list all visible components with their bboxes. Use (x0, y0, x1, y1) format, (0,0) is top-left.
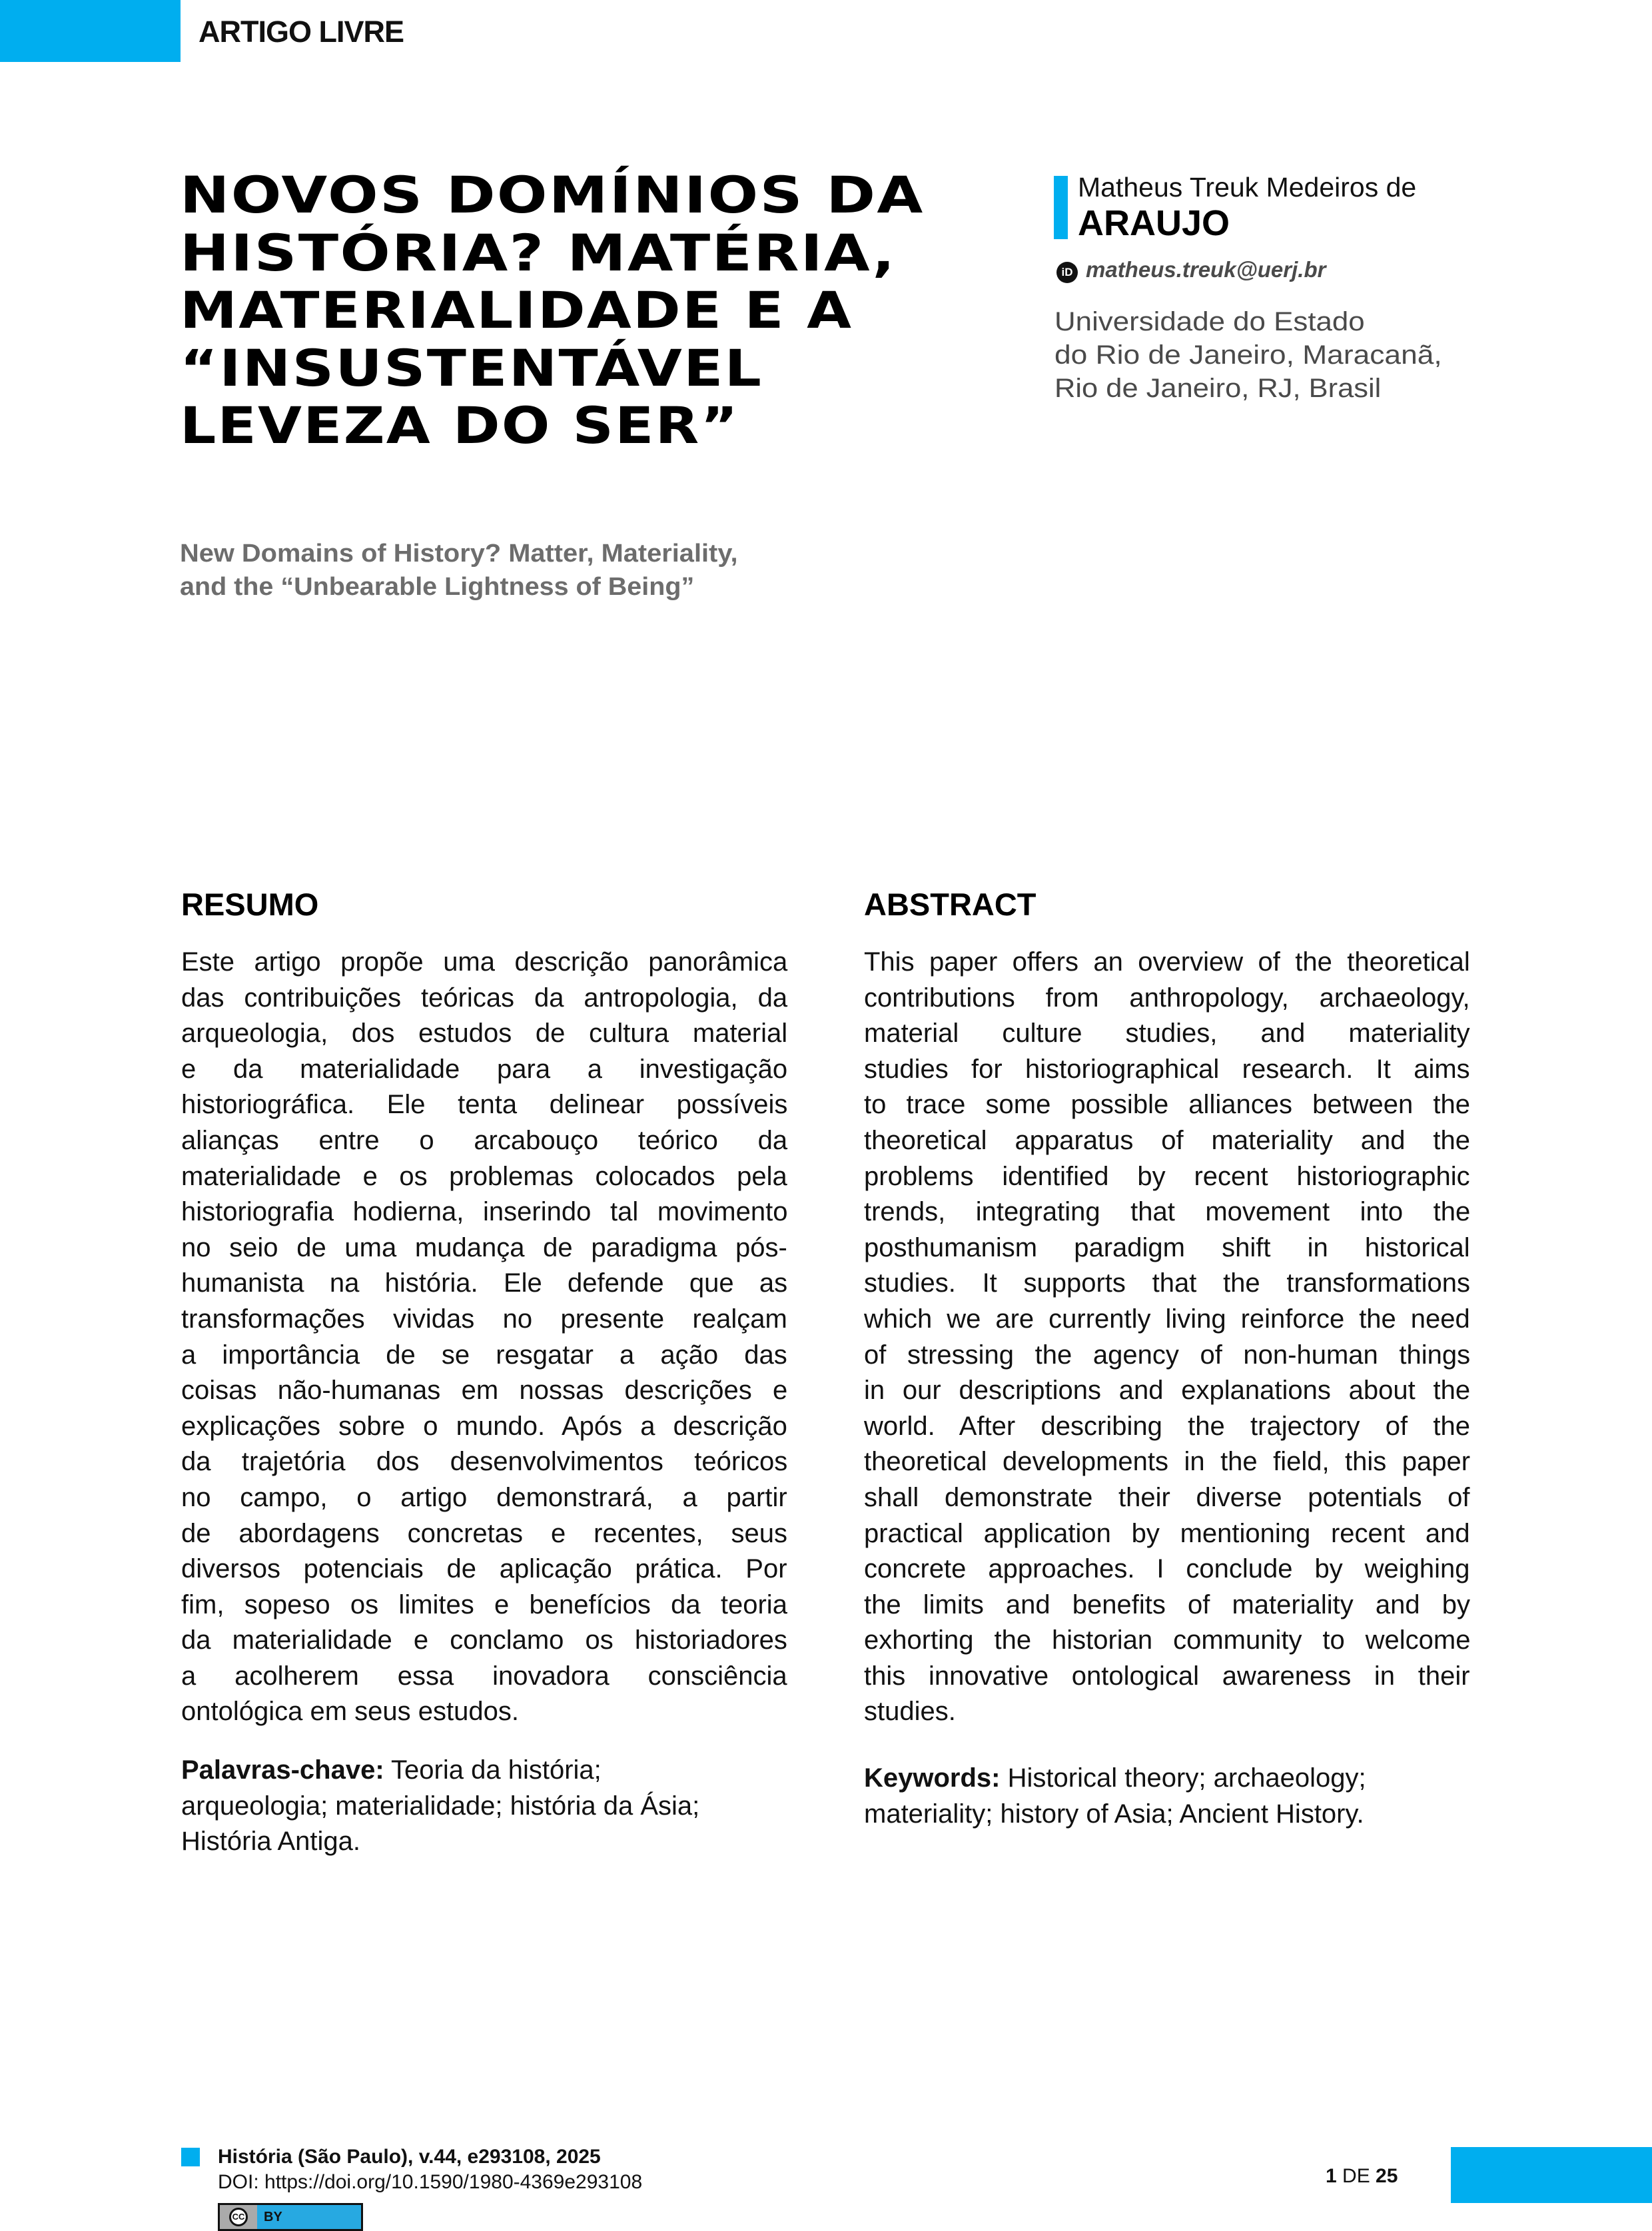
body-line: which we are currently living reinforce the need (864, 1304, 1470, 1334)
body-line: historiografia hodierna, inserindo tal movimento (181, 1197, 788, 1227)
body-line: the limits and benefits of materiality and by (864, 1589, 1470, 1619)
title-line: LEVEZA DO SER” (180, 396, 739, 455)
body-line: no seio de uma mudança de paradigma pós- (181, 1232, 787, 1262)
resumo-body (181, 945, 787, 1730)
keywords-line: materiality; history of Asia; Ancient History. (864, 1799, 1364, 1829)
body-line: de abordagens concretas e recentes, seus (181, 1518, 788, 1548)
body-line: diversos potenciais de aplicação prática. Por (181, 1554, 787, 1584)
body-line: arqueologia, dos estudos de cultura material (181, 1019, 788, 1049)
body-line: studies. (864, 1697, 956, 1727)
body-line: studies. It supports that the transformations (864, 1268, 1471, 1298)
cc-icon: CC (229, 2208, 248, 2226)
keywords-line (181, 1753, 787, 1789)
page-current: 1 (1326, 2165, 1337, 2187)
body-line: e da materialidade para a investigação (181, 1054, 788, 1084)
body-line: problems identified by recent historiographic (864, 1161, 1470, 1191)
author-given-names: Matheus Treuk Medeiros de (1078, 172, 1417, 203)
resumo-heading: RESUMO (181, 887, 319, 922)
affiliation-line: do Rio de Janeiro, Maracanã, (1054, 340, 1442, 370)
abstract-keywords (864, 1761, 1470, 1832)
subtitle-line: and the “Unbearable Lightness of Being” (180, 573, 695, 601)
body-line: das contribuições teóricas da antropologia, da (181, 983, 788, 1013)
keywords-label: Keywords: (864, 1763, 1001, 1793)
body-line: theoretical developments in the field, this paper (864, 1447, 1471, 1477)
body-line: this innovative ontological awareness in their (864, 1661, 1470, 1691)
header-accent-block (0, 0, 181, 62)
affiliation-line: Universidade do Estado (1054, 307, 1365, 336)
body-line: posthumanism paradigm shift in historical (864, 1232, 1470, 1262)
body-line: a acolherem essa inovadora consciência (181, 1661, 787, 1691)
footer-accent-square (181, 2148, 200, 2166)
body-line: explicações sobre o mundo. Após a descrição (181, 1411, 787, 1441)
title-line: “INSUSTENTÁVEL (180, 338, 763, 398)
body-line: practical application by mentioning recent and (864, 1518, 1470, 1548)
body-line: theoretical apparatus of materiality and the (864, 1125, 1470, 1155)
body-line: of stressing the agency of non-human things (864, 1340, 1471, 1370)
affiliation-line: Rio de Janeiro, RJ, Brasil (1054, 374, 1382, 403)
body-line: concrete approaches. I conclude by weighing (864, 1554, 1470, 1584)
resumo-keywords (181, 1753, 787, 1860)
body-line: materialidade e os problemas colocados pela (181, 1161, 787, 1191)
body-line: coisas não-humanas em nossas descrições e (181, 1376, 788, 1406)
body-line: humanista na história. Ele defende que as (181, 1268, 788, 1298)
cc-by-license-badge[interactable] (218, 2203, 363, 2231)
body-line: transformações vividas no presente realçam (181, 1304, 787, 1334)
body-line: no campo, o artigo demonstrará, a partir (181, 1482, 787, 1512)
body-line: studies for historiographical research. It aims (864, 1054, 1470, 1084)
body-line: contributions from anthropology, archaeology, (864, 983, 1470, 1013)
body-line: world. After describing the trajectory of the (864, 1411, 1471, 1441)
title-line: MATERIALIDADE E A (180, 280, 853, 340)
body-line: shall demonstrate their diverse potentials of (864, 1482, 1470, 1512)
abstract-heading: ABSTRACT (864, 887, 1036, 922)
subtitle-line: New Domains of History? Matter, Materiality, (180, 540, 738, 568)
body-line: alianças entre o arcabouço teórico da (181, 1125, 788, 1155)
author-affiliation (1054, 305, 1442, 405)
author-accent-bar (1054, 176, 1068, 239)
body-line: da trajetória dos desenvolvimentos teóricos (181, 1447, 788, 1477)
article-title (180, 167, 979, 455)
body-line: Este artigo propõe uma descrição panorâmica (181, 947, 788, 977)
body-line: in our descriptions and explanations about the (864, 1376, 1471, 1406)
abstract-body (864, 945, 1470, 1730)
keywords-label: Palavras-chave: (181, 1755, 384, 1785)
orcid-icon[interactable]: iD (1056, 262, 1078, 283)
article-subtitle-english (180, 537, 738, 604)
page-separator: DE (1336, 2165, 1376, 2187)
body-line: material culture studies, and materiality (864, 1019, 1470, 1049)
body-line: ontológica em seus estudos. (181, 1697, 519, 1727)
body-line: fim, sopeso os limites e benefícios da teoria (181, 1589, 787, 1619)
body-line: to trace some possible alliances between the (864, 1090, 1471, 1120)
journal-citation: História (São Paulo), v.44, e293108, 2025 (218, 2146, 601, 2168)
body-line: This paper offers an overview of the theoretical (864, 947, 1470, 977)
page-total: 25 (1376, 2165, 1398, 2187)
title-line: HISTÓRIA? MATÉRIA, (180, 223, 897, 282)
footer-accent-bar (1451, 2147, 1652, 2203)
keywords-line: arqueologia; materialidade; história da Ásia; (181, 1791, 700, 1821)
author-family-name: ARAUJO (1078, 203, 1230, 243)
page-number (1326, 2164, 1398, 2189)
keywords-text: Teoria da história; (384, 1755, 602, 1785)
keywords-text: Historical theory; archaeology; (1000, 1763, 1366, 1793)
cc-icon-area (220, 2205, 257, 2229)
body-line: exhorting the historian community to welcome (864, 1625, 1471, 1655)
body-line: a importância de se resgatar a ação das (181, 1340, 787, 1370)
body-line: historiográfica. Ele tenta delinear possíveis (181, 1090, 788, 1120)
keywords-line (864, 1761, 1470, 1797)
keywords-line: História Antiga. (181, 1827, 361, 1857)
section-label: ARTIGO LIVRE (199, 15, 404, 49)
author-email-link[interactable]: matheus.treuk@uerj.br (1086, 257, 1326, 282)
body-line: da materialidade e conclamo os historiadores (181, 1625, 787, 1655)
license-by-label: BY (264, 2209, 282, 2224)
doi-link[interactable]: DOI: https://doi.org/10.1590/1980-4369e293108 (218, 2171, 643, 2193)
title-line: NOVOS DOMÍNIOS DA (180, 165, 925, 224)
body-line: trends, integrating that movement into the (864, 1197, 1471, 1227)
